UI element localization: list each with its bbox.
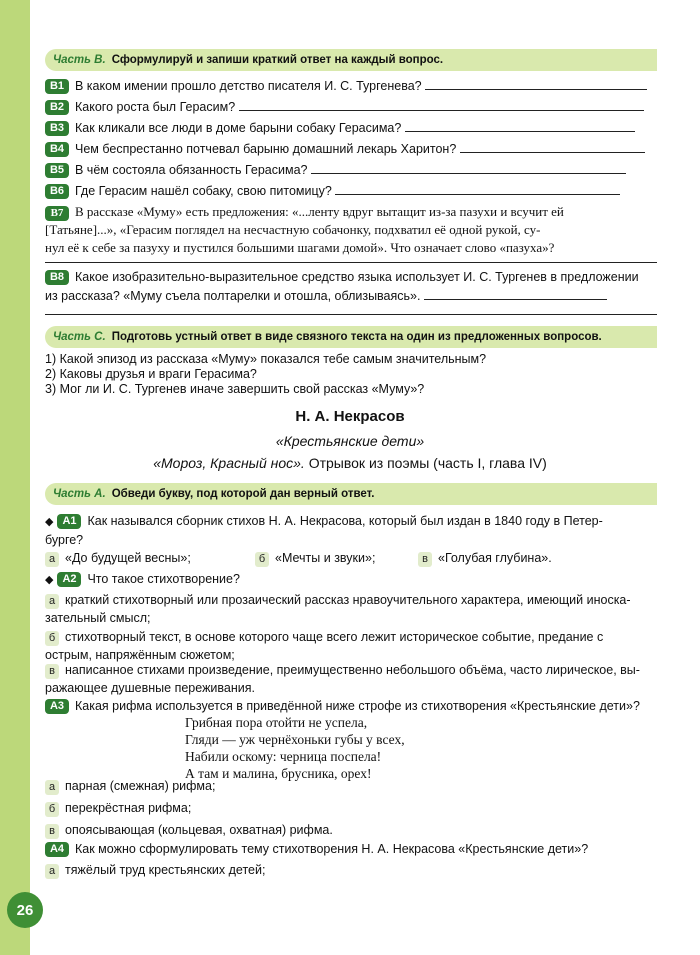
question-b8	[45, 268, 660, 306]
question-text: Какая рифма используется в приведённой ниже строфе из стихотворения «Крестьянские дети»?	[75, 699, 640, 713]
question-text-line-1: Какое изобразительно-выразительное средство языка использует И. С. Тургенев в предложении	[75, 270, 639, 284]
option-text: опоясывающая (кольцевая, охватная) рифма.	[65, 823, 333, 837]
question-b4	[45, 140, 660, 159]
work-title-2-name: «Мороз, Красный нос».	[153, 455, 305, 471]
option-letter[interactable]: в	[45, 664, 59, 679]
poem-line: Грибная пора отойти не успела,	[185, 715, 368, 730]
part-b-label: Часть В.	[53, 54, 106, 66]
option-text: перекрёстная рифма;	[65, 801, 192, 815]
option-text-line-2: ражающее душевные переживания.	[45, 681, 255, 695]
answer-line[interactable]	[460, 140, 645, 153]
option-text-line-1: краткий стихотворный или прозаический рассказ нравоучительного характера, имеющий иноска-	[65, 593, 631, 607]
part-a-instruction: Обведи букву, под которой дан верный ответ.	[111, 488, 375, 500]
answer-line[interactable]	[425, 77, 647, 90]
option-b[interactable]	[255, 549, 375, 568]
list-item: 2) Каковы друзья и враги Герасима?	[45, 367, 257, 381]
question-badge: А3	[45, 699, 69, 714]
answer-line[interactable]	[335, 182, 620, 195]
page-number: 26	[7, 892, 43, 928]
question-badge: В7	[45, 206, 69, 221]
option-letter[interactable]: а	[45, 594, 59, 609]
question-text: Как можно сформулировать тему стихотворения Н. А. Некрасова «Крестьянские дети»?	[75, 842, 589, 856]
question-b5	[45, 161, 660, 180]
option-a[interactable]	[45, 775, 660, 797]
answer-line[interactable]	[45, 262, 657, 263]
list-item: 1) Какой эпизод из рассказа «Муму» показался тебе самым значительным?	[45, 352, 487, 366]
option-letter[interactable]: а	[45, 864, 59, 879]
question-text-line-2: из рассказа? «Муму съела полтарелки и отошла, облизываясь».	[45, 289, 421, 303]
question-text-line-2: [Татьяне]...», «Герасим поглядел на несчастную собачонку, подхватил её одной рукой, су-	[45, 222, 541, 237]
option-text-line-2: острым, напряжённым сюжетом;	[45, 648, 235, 662]
question-text: Где Герасим нашёл собаку, свою питомицу?	[75, 184, 332, 198]
option-b[interactable]	[45, 797, 660, 819]
option-letter[interactable]: а	[45, 552, 59, 567]
part-c-instruction: Подготовь устный ответ в виде связного текста на один из предложенных вопросов.	[111, 331, 602, 343]
diamond-icon: ◆	[45, 574, 54, 586]
poem-line: Гляди — уж чернёхоньки губы у всех,	[185, 732, 405, 747]
option-text: тяжёлый труд крестьянских детей;	[65, 863, 266, 877]
option-letter[interactable]: б	[45, 631, 59, 646]
work-title-2	[0, 455, 700, 471]
question-b7	[45, 203, 660, 257]
question-badge: А4	[45, 842, 69, 857]
question-a1	[45, 512, 660, 549]
part-c-header	[45, 326, 657, 348]
question-text-line-1: Как назывался сборник стихов Н. А. Некрасова, который был издан в 1840 году в Петер-	[87, 514, 603, 528]
a1-options	[45, 549, 660, 568]
question-b2	[45, 98, 660, 117]
poem-stanza	[185, 714, 405, 782]
a2-option-c[interactable]	[45, 661, 660, 697]
question-badge: В5	[45, 163, 69, 178]
part-a-label: Часть А.	[53, 488, 106, 500]
question-text: Какого роста был Герасим?	[75, 100, 236, 114]
a2-option-a[interactable]	[45, 591, 660, 627]
poem-line: А там и малина, брусника, орех!	[185, 766, 372, 781]
question-badge: В2	[45, 100, 69, 115]
question-text: В чём состояла обязанность Герасима?	[75, 163, 308, 177]
option-text: парная (смежная) рифма;	[65, 779, 216, 793]
option-text-line-2: зательный смысл;	[45, 611, 151, 625]
question-badge: А1	[57, 514, 81, 529]
option-a[interactable]	[45, 551, 191, 565]
author-heading: Н. А. Некрасов	[295, 408, 405, 425]
option-text: «Голубая глубина».	[438, 551, 552, 565]
option-text-line-1: написанное стихами произведение, преимущественно небольшого объёма, часто лирическое, вы-	[65, 663, 640, 677]
option-letter[interactable]: в	[45, 824, 59, 839]
work-title-1: «Крестьянские дети»	[275, 433, 425, 449]
diamond-icon: ◆	[45, 516, 54, 528]
question-b3	[45, 119, 660, 138]
option-text-line-1: стихотворный текст, в основе которого чаще всего лежит историческое событие, предание с	[65, 630, 604, 644]
option-c[interactable]	[418, 549, 552, 568]
option-letter[interactable]: в	[418, 552, 432, 567]
answer-line[interactable]	[45, 314, 657, 315]
question-text-line-3: нул её к себе за пазуху и пустился большими шагами домой». Что означает слово «пазуха»?	[45, 240, 555, 255]
a4-option-a[interactable]	[45, 861, 660, 880]
question-text: Как кликали все люди в доме барыни собаку Герасима?	[75, 121, 402, 135]
part-c-questions	[45, 352, 660, 397]
option-text: «Мечты и звуки»;	[275, 551, 376, 565]
question-text-line-1: В рассказе «Муму» есть предложения: «...ленту вдруг вытащит из-за пазухи и всучит ей	[75, 204, 564, 219]
part-b-instruction: Сформулируй и запиши краткий ответ на каждый вопрос.	[111, 54, 444, 66]
question-text: Чем беспрестанно потчевал барыню домашний лекарь Харитон?	[75, 142, 457, 156]
option-c[interactable]	[45, 819, 660, 841]
question-badge: В8	[45, 270, 69, 285]
part-c-label: Часть С.	[53, 331, 106, 343]
page-margin-strip	[0, 0, 30, 955]
option-letter[interactable]: а	[45, 780, 59, 795]
poem-line: Набили оскому: черница поспела!	[185, 749, 382, 764]
part-a-header	[45, 483, 657, 505]
list-item: 3) Мог ли И. С. Тургенев иначе завершить свой рассказ «Муму»?	[45, 382, 425, 396]
answer-line[interactable]	[424, 287, 607, 300]
question-badge: В6	[45, 184, 69, 199]
answer-line[interactable]	[405, 119, 635, 132]
question-text: Что такое стихотворение?	[87, 572, 240, 586]
question-badge: В1	[45, 79, 69, 94]
question-text: В каком имении прошло детство писателя И. С. Тургенева?	[75, 79, 422, 93]
question-b1	[45, 77, 660, 96]
option-letter[interactable]: б	[45, 802, 59, 817]
a2-option-b[interactable]	[45, 628, 660, 664]
a3-options	[45, 775, 660, 841]
work-title-2-subtitle: Отрывок из поэмы (часть I, глава IV)	[304, 455, 547, 471]
question-badge: В4	[45, 142, 69, 157]
question-a4	[45, 840, 660, 859]
question-badge: А2	[57, 572, 81, 587]
option-letter[interactable]: б	[255, 552, 269, 567]
question-text-line-2: бурге?	[45, 533, 84, 547]
question-a2	[45, 570, 660, 590]
answer-line[interactable]	[239, 98, 644, 111]
part-b-header	[45, 49, 657, 71]
question-badge: В3	[45, 121, 69, 136]
answer-line[interactable]	[311, 161, 626, 174]
option-text: «До будущей весны»;	[65, 551, 191, 565]
question-b6	[45, 182, 660, 201]
